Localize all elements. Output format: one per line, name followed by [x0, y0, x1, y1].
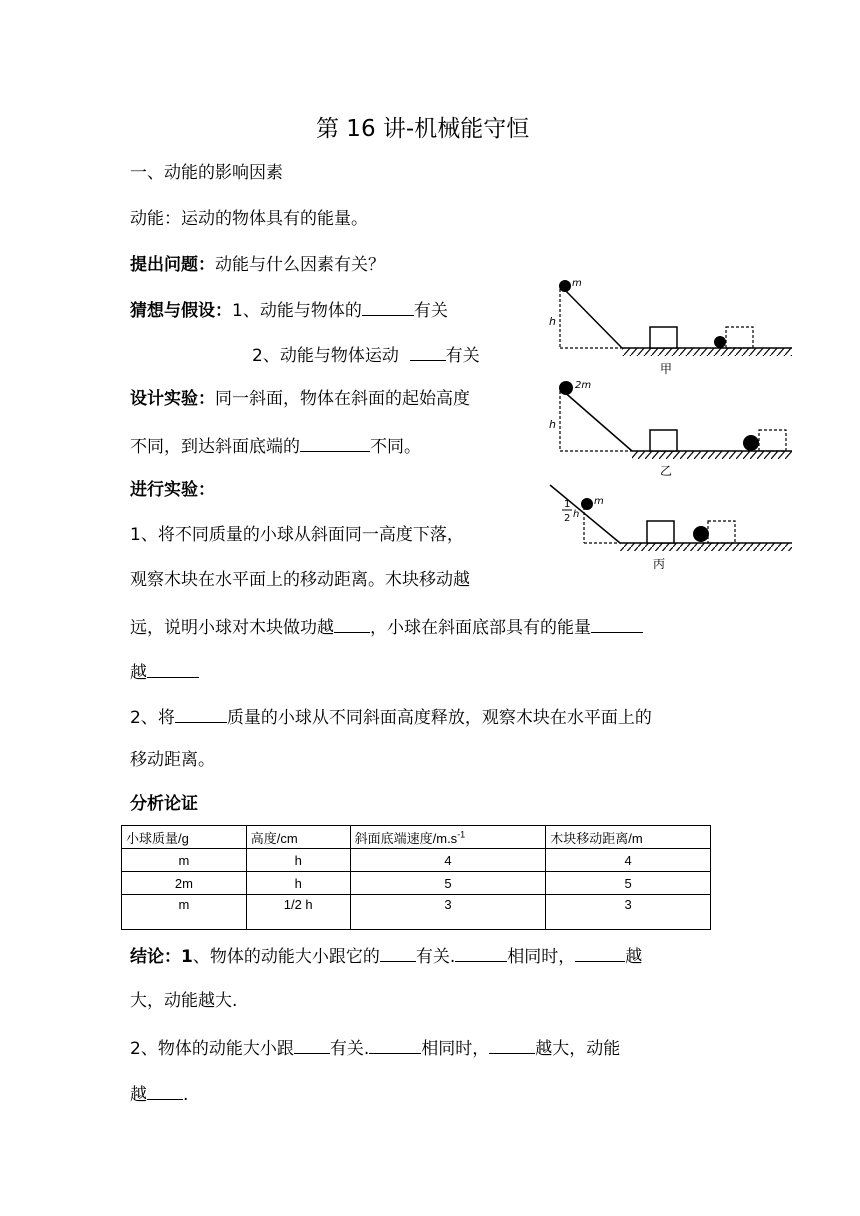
blank-velocity[interactable]	[300, 433, 370, 452]
page-title: 第 16 讲-机械能守恒	[316, 116, 530, 142]
ground-hatch	[620, 543, 792, 551]
table-row	[122, 895, 711, 930]
conclusion-label: 结论：	[130, 947, 181, 967]
step2-text-1: 2、将	[130, 708, 175, 728]
data-table	[121, 825, 711, 930]
table-cell: 4	[350, 849, 546, 872]
header-speed	[350, 826, 546, 849]
header-mass: 小球质量/g	[122, 826, 247, 849]
table-header-row	[122, 826, 711, 849]
conclusion-2-mid1: 有关.	[329, 1039, 370, 1059]
table-cell: 3	[546, 895, 711, 930]
mass-label: m	[594, 496, 604, 507]
height-label: h	[573, 509, 580, 520]
table-cell: h	[246, 849, 350, 872]
ramp	[562, 287, 622, 348]
hypothesis-2-text: 2、动能与物体运动	[252, 346, 399, 366]
conclusion-line-1b: 大，动能越大.	[130, 991, 238, 1011]
half-num: 1	[564, 499, 571, 510]
panel-yi	[549, 380, 792, 478]
blank-c2-a[interactable]	[294, 1035, 330, 1054]
blank-energy[interactable]	[591, 614, 643, 633]
conclusion-line-2	[130, 1035, 620, 1061]
ball-end	[743, 435, 759, 451]
hypothesis-line-2	[252, 342, 480, 368]
hypothesis-2-suffix: 有关	[445, 346, 480, 366]
design-text-1: 同一斜面，物体在斜面的起始高度	[215, 389, 470, 409]
definition-text: 动能：运动的物体具有的能量。	[130, 209, 368, 229]
step1-text-4: 越	[130, 663, 147, 683]
experiment-figure	[540, 275, 800, 585]
table-cell: 2m	[122, 872, 247, 895]
blank-c1-c[interactable]	[575, 943, 625, 962]
panel-bing	[550, 485, 792, 571]
question-line	[130, 253, 385, 277]
conclusion-1-text: 、物体的动能大小跟它的	[192, 947, 380, 967]
conclusion-2b-text: 越	[130, 1085, 147, 1105]
conclusion-2-mid3: 越大，动能	[535, 1039, 621, 1059]
caption-yi: 乙	[660, 464, 673, 478]
caption-jia: 甲	[660, 362, 673, 376]
table-cell: 4	[546, 849, 711, 872]
table-cell: h	[246, 872, 350, 895]
conclusion-1-post: 越	[625, 947, 643, 967]
blank-c1-a[interactable]	[380, 943, 416, 962]
conclusion-1-mid2: 相同时，	[507, 947, 576, 967]
hypothesis-line-1	[130, 297, 448, 323]
hypothesis-1-text: 1、动能与物体的	[232, 301, 362, 321]
wood-block	[647, 521, 674, 543]
conclusion-1-mid1: 有关.	[415, 947, 456, 967]
step1-line-1: 1、将不同质量的小球从斜面同一高度下落，	[130, 525, 464, 545]
conclusion-2b-post: .	[183, 1085, 189, 1105]
question-label: 提出问题：	[130, 255, 215, 275]
mass-label: 2m	[575, 380, 592, 391]
ground-hatch	[622, 348, 792, 356]
table-cell: 5	[350, 872, 546, 895]
conduct-label: 进行实验：	[130, 480, 215, 500]
blank-mass[interactable]	[362, 297, 414, 316]
half-den: 2	[564, 513, 571, 524]
analysis-label: 分析论证	[130, 794, 198, 814]
ball	[559, 280, 571, 292]
step1-line-2: 观察木块在水平面上的移动距离。木块移动越	[130, 570, 470, 590]
design-label: 设计实验：	[130, 389, 215, 409]
height-label: h	[549, 418, 556, 431]
header-distance: 木块移动距离/m	[546, 826, 711, 849]
blank-speed[interactable]	[410, 342, 446, 361]
conclusion-2-text: 2、物体的动能大小跟	[130, 1039, 294, 1059]
height-label: h	[549, 315, 556, 328]
section-heading: 一、动能的影响因素	[130, 163, 283, 183]
step2-text-1b: 质量的小球从不同斜面高度释放，观察木块在水平面上的	[226, 708, 652, 728]
design-text-2-suffix: 不同。	[370, 437, 421, 457]
conclusion-1-num: 1	[181, 947, 193, 967]
panel-jia	[549, 278, 792, 376]
blank-c2-b[interactable]	[369, 1035, 421, 1054]
header-speed-sup: -1	[457, 829, 466, 840]
step1-text-3: 远，说明小球对木块做功越	[130, 618, 334, 638]
blank-c1-b[interactable]	[455, 943, 507, 962]
ramp	[562, 390, 632, 451]
table-cell: 1/2 h	[246, 895, 350, 930]
ball	[559, 381, 573, 395]
step2-line-2: 移动距离。	[130, 750, 215, 770]
design-line-1	[130, 387, 470, 411]
table-cell: m	[122, 849, 247, 872]
block-moved	[708, 521, 735, 543]
table-cell: 3	[350, 895, 546, 930]
ball-end	[693, 526, 709, 542]
ground-hatch	[632, 451, 792, 459]
ball	[581, 498, 593, 510]
hypothesis-label: 猜想与假设：	[130, 301, 232, 321]
step1-line-4	[130, 659, 199, 685]
design-text-2: 不同，到达斜面底端的	[130, 437, 300, 457]
ramp	[550, 485, 620, 543]
caption-bing: 丙	[653, 557, 666, 571]
blank-c2-d[interactable]	[147, 1081, 183, 1100]
step1-text-3b: ，小球在斜面底部具有的能量	[370, 618, 591, 638]
step2-line-1	[130, 704, 652, 730]
table-row	[122, 872, 711, 895]
blank-c2-c[interactable]	[489, 1035, 535, 1054]
hypothesis-1-suffix: 有关	[413, 301, 448, 321]
wood-block	[650, 430, 677, 451]
blank-work[interactable]	[334, 614, 370, 633]
table-cell: m	[122, 895, 247, 930]
table-cell: 5	[546, 872, 711, 895]
wood-block	[650, 327, 677, 348]
block-moved	[726, 327, 753, 348]
design-line-2	[130, 433, 421, 459]
block-moved	[759, 430, 786, 451]
mass-label: m	[572, 278, 582, 289]
step1-line-3	[130, 614, 643, 640]
header-height: 高度/cm	[246, 826, 350, 849]
blank-same-mass[interactable]	[175, 704, 227, 723]
conclusion-line-1	[130, 943, 642, 969]
header-speed-text: 斜面底端速度/m.s	[354, 830, 458, 846]
question-text: 动能与什么因素有关？	[215, 255, 385, 275]
table-row	[122, 849, 711, 872]
ball-end	[714, 336, 726, 348]
blank-more[interactable]	[147, 659, 199, 678]
conclusion-2-mid2: 相同时，	[421, 1039, 490, 1059]
conclusion-line-2b	[130, 1081, 188, 1107]
